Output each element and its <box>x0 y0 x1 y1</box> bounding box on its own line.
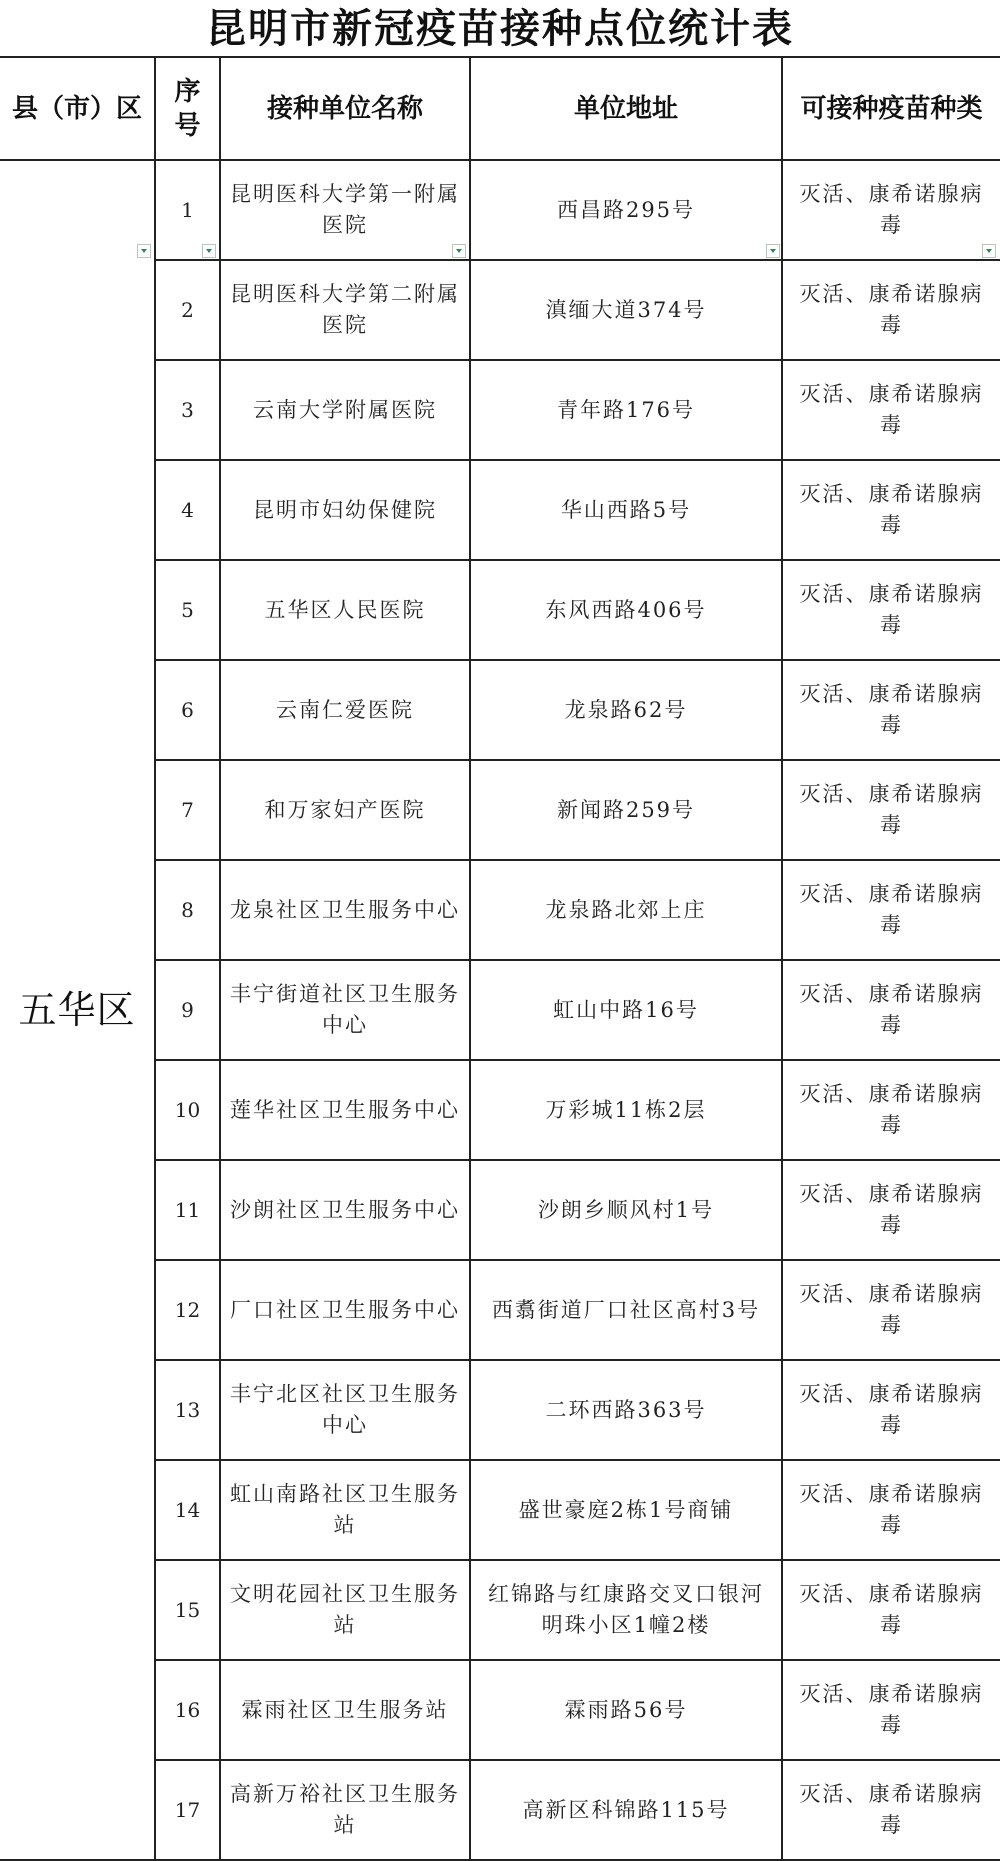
site-name-cell[interactable]: 昆明医科大学第一附属医院 <box>220 160 470 260</box>
table-header-row <box>0 58 1000 160</box>
seq-cell[interactable]: 5 <box>155 560 220 660</box>
seq-cell[interactable]: 8 <box>155 860 220 960</box>
column-header-vaccine[interactable]: 可接种疫苗种类 <box>782 58 1000 160</box>
address-cell[interactable]: 西翥街道厂口社区高村3号 <box>470 1260 782 1360</box>
site-name-cell[interactable]: 昆明医科大学第二附属医院 <box>220 260 470 360</box>
site-name-cell[interactable]: 文明花园社区卫生服务站 <box>220 1560 470 1660</box>
seq-cell[interactable]: 3 <box>155 360 220 460</box>
filter-dropdown-icon[interactable] <box>452 244 466 258</box>
vaccine-type-cell[interactable]: 灭活、康希诺腺病毒 <box>782 1560 1000 1660</box>
address-cell[interactable]: 青年路176号 <box>470 360 782 460</box>
address-cell[interactable]: 滇缅大道374号 <box>470 260 782 360</box>
vaccine-type-cell[interactable]: 灭活、康希诺腺病毒 <box>782 1360 1000 1460</box>
filter-dropdown-icon[interactable] <box>137 244 151 258</box>
seq-cell[interactable]: 1 <box>155 160 220 260</box>
vaccine-type-cell[interactable]: 灭活、康希诺腺病毒 <box>782 860 1000 960</box>
seq-cell[interactable]: 9 <box>155 960 220 1060</box>
site-name-cell[interactable]: 昆明市妇幼保健院 <box>220 460 470 560</box>
column-header-name[interactable]: 接种单位名称 <box>220 58 470 160</box>
vaccine-type-cell[interactable]: 灭活、康希诺腺病毒 <box>782 160 1000 260</box>
address-cell[interactable]: 红锦路与红康路交叉口银河明珠小区1幢2楼 <box>470 1560 782 1660</box>
seq-cell[interactable]: 14 <box>155 1460 220 1560</box>
site-name-cell[interactable]: 莲华社区卫生服务中心 <box>220 1060 470 1160</box>
address-cell[interactable]: 东风西路406号 <box>470 560 782 660</box>
site-name-cell[interactable]: 虹山南路社区卫生服务站 <box>220 1460 470 1560</box>
filter-dropdown-icon[interactable] <box>982 244 996 258</box>
vaccine-type-cell[interactable]: 灭活、康希诺腺病毒 <box>782 360 1000 460</box>
vaccine-type-cell[interactable]: 灭活、康希诺腺病毒 <box>782 660 1000 760</box>
seq-cell[interactable]: 7 <box>155 760 220 860</box>
site-name-cell[interactable]: 厂口社区卫生服务中心 <box>220 1260 470 1360</box>
vaccine-type-cell[interactable]: 灭活、康希诺腺病毒 <box>782 760 1000 860</box>
vaccine-type-cell[interactable]: 灭活、康希诺腺病毒 <box>782 1660 1000 1760</box>
address-cell[interactable]: 华山西路5号 <box>470 460 782 560</box>
address-cell[interactable]: 万彩城11栋2层 <box>470 1060 782 1160</box>
site-name-cell[interactable]: 丰宁北区社区卫生服务中心 <box>220 1360 470 1460</box>
vaccine-type-cell[interactable]: 灭活、康希诺腺病毒 <box>782 1160 1000 1260</box>
address-cell[interactable]: 二环西路363号 <box>470 1360 782 1460</box>
column-header-district[interactable]: 县（市）区 <box>0 58 155 160</box>
site-name-cell[interactable]: 和万家妇产医院 <box>220 760 470 860</box>
site-name-cell[interactable]: 云南仁爱医院 <box>220 660 470 760</box>
filter-dropdown-icon[interactable] <box>202 244 216 258</box>
district-cell[interactable]: 五华区 <box>0 160 155 1860</box>
seq-cell[interactable]: 4 <box>155 460 220 560</box>
address-cell[interactable]: 沙朗乡顺风村1号 <box>470 1160 782 1260</box>
address-cell[interactable]: 虹山中路16号 <box>470 960 782 1060</box>
vaccine-type-cell[interactable]: 灭活、康希诺腺病毒 <box>782 960 1000 1060</box>
table-body <box>0 160 1000 1860</box>
site-name-cell[interactable]: 沙朗社区卫生服务中心 <box>220 1160 470 1260</box>
seq-cell[interactable]: 15 <box>155 1560 220 1660</box>
vaccine-type-cell[interactable]: 灭活、康希诺腺病毒 <box>782 1260 1000 1360</box>
site-name-cell[interactable]: 丰宁街道社区卫生服务中心 <box>220 960 470 1060</box>
site-name-cell[interactable]: 霖雨社区卫生服务站 <box>220 1660 470 1760</box>
vaccine-type-cell[interactable]: 灭活、康希诺腺病毒 <box>782 260 1000 360</box>
site-name-cell[interactable]: 五华区人民医院 <box>220 560 470 660</box>
vaccine-type-cell[interactable]: 灭活、康希诺腺病毒 <box>782 1060 1000 1160</box>
seq-cell[interactable]: 2 <box>155 260 220 360</box>
address-cell[interactable]: 霖雨路56号 <box>470 1660 782 1760</box>
vaccine-type-cell[interactable]: 灭活、康希诺腺病毒 <box>782 460 1000 560</box>
site-name-cell[interactable]: 云南大学附属医院 <box>220 360 470 460</box>
vaccination-sites-table <box>0 58 1000 1861</box>
page-title: 昆明市新冠疫苗接种点位统计表 <box>0 0 1000 58</box>
vaccine-type-cell[interactable]: 灭活、康希诺腺病毒 <box>782 560 1000 660</box>
seq-cell[interactable]: 13 <box>155 1360 220 1460</box>
seq-cell[interactable]: 17 <box>155 1760 220 1860</box>
filter-dropdown-icon[interactable] <box>766 244 780 258</box>
column-header-address[interactable]: 单位地址 <box>470 58 782 160</box>
vaccine-type-cell[interactable]: 灭活、康希诺腺病毒 <box>782 1760 1000 1860</box>
seq-cell[interactable]: 12 <box>155 1260 220 1360</box>
address-cell[interactable]: 盛世豪庭2栋1号商铺 <box>470 1460 782 1560</box>
site-name-cell[interactable]: 龙泉社区卫生服务中心 <box>220 860 470 960</box>
seq-cell[interactable]: 10 <box>155 1060 220 1160</box>
seq-cell[interactable]: 6 <box>155 660 220 760</box>
address-cell[interactable]: 龙泉路北郊上庄 <box>470 860 782 960</box>
vaccine-type-cell[interactable]: 灭活、康希诺腺病毒 <box>782 1460 1000 1560</box>
address-cell[interactable]: 新闻路259号 <box>470 760 782 860</box>
seq-cell[interactable]: 11 <box>155 1160 220 1260</box>
seq-cell[interactable]: 16 <box>155 1660 220 1760</box>
column-header-seq[interactable]: 序号 <box>155 58 220 160</box>
address-cell[interactable]: 高新区科锦路115号 <box>470 1760 782 1860</box>
site-name-cell[interactable]: 高新万裕社区卫生服务站 <box>220 1760 470 1860</box>
address-cell[interactable]: 龙泉路62号 <box>470 660 782 760</box>
address-cell[interactable]: 西昌路295号 <box>470 160 782 260</box>
